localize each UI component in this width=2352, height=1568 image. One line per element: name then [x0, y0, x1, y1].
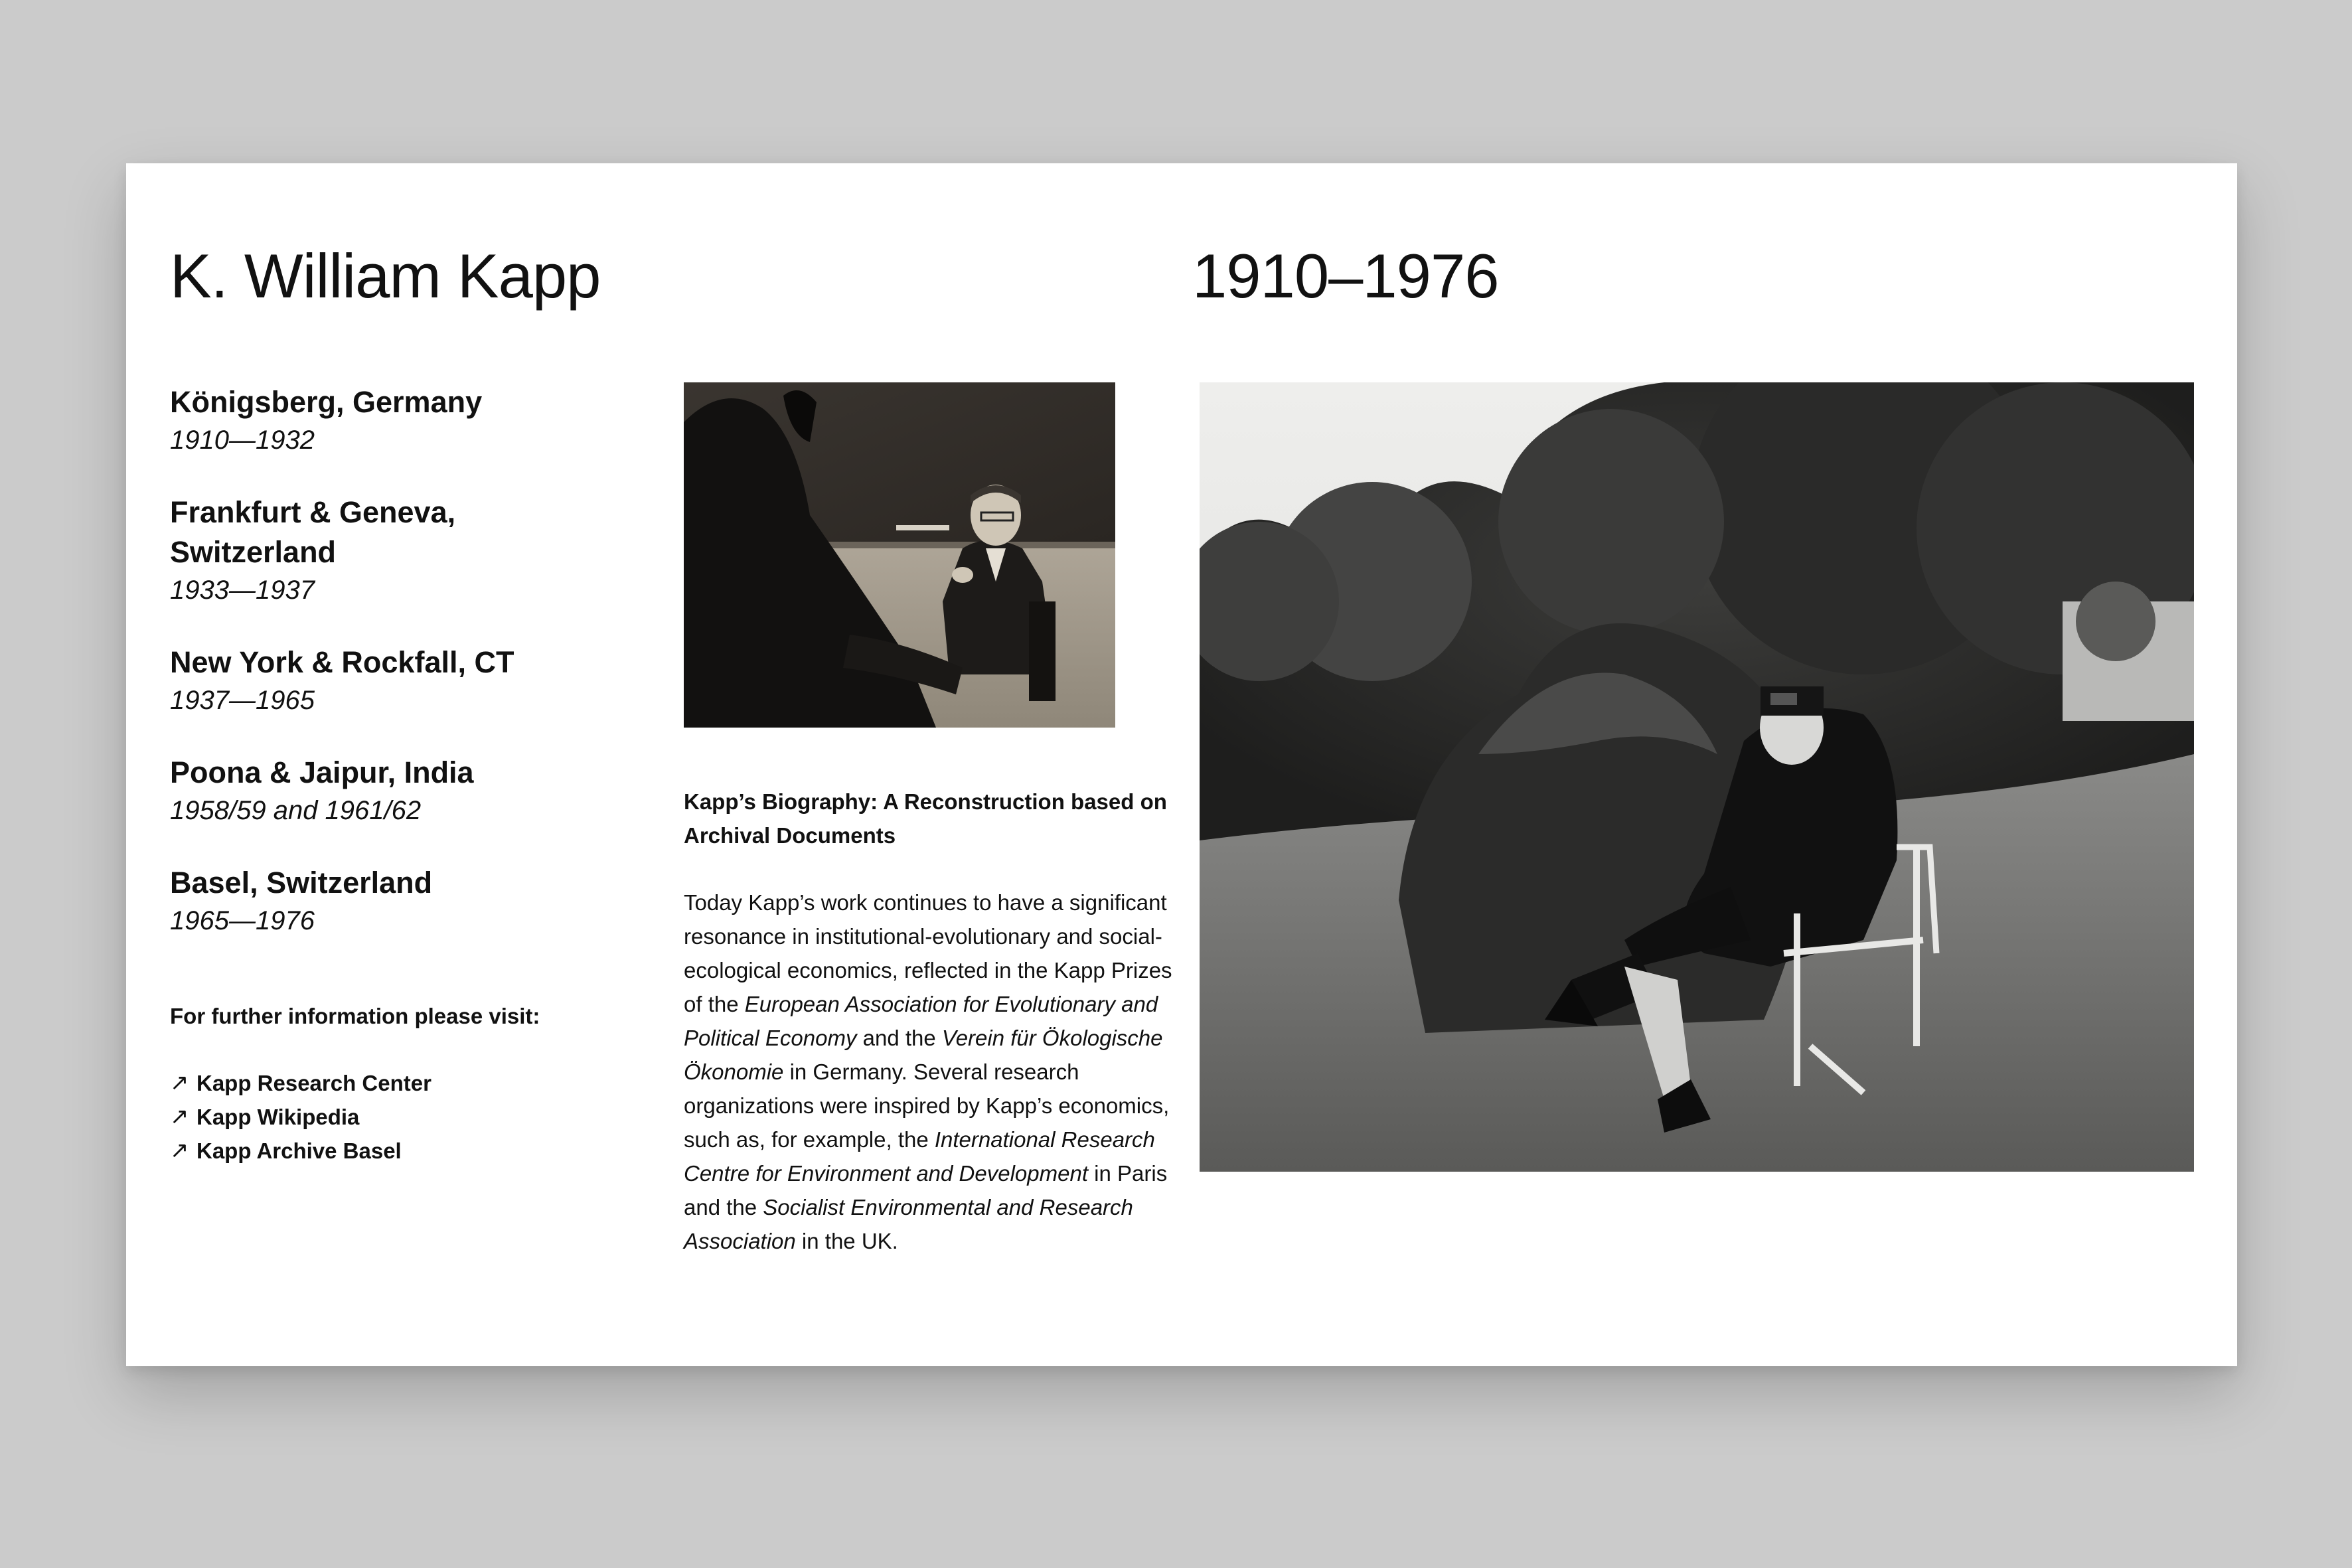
further-info-label: For further information please visit: [170, 1004, 540, 1028]
link-label[interactable]: Kapp Archive Basel [196, 1138, 402, 1163]
arrow-up-right-icon: ↗ [170, 1070, 189, 1095]
bio-italic-part: Verein für Ökologische Ökonomie [684, 1026, 1163, 1084]
page-title: K. William Kapp [170, 241, 601, 311]
lifespan-title: 1910–1976 [1192, 241, 1499, 311]
place-dates: 1937—1965 [170, 686, 315, 715]
place-item [170, 643, 648, 718]
bio-heading: Kapp’s Biography: A Reconstruction based on Archival Documents [684, 789, 1167, 848]
place-item [170, 863, 648, 939]
link-kapp-research-center[interactable] [170, 1066, 431, 1100]
place-item [170, 382, 648, 458]
bio-text-part: in the UK. [795, 1229, 898, 1253]
garden-portrait-photo [1200, 382, 2194, 1172]
bio-text-part: and the [856, 1026, 942, 1050]
place-name: New York & Rockfall, CT [170, 645, 514, 679]
place-dates: 1965—1976 [170, 906, 315, 935]
classroom-photo [684, 382, 1115, 728]
place-name: Poona & Jaipur, India [170, 755, 474, 789]
places-list [170, 382, 648, 973]
place-name: Frankfurt & Geneva, Switzerland [170, 495, 456, 569]
garden-portrait-image [1200, 382, 2194, 1172]
place-name: Basel, Switzerland [170, 866, 433, 900]
bio-text-part: in Germany. Several research organizations were inspired by Kapp’s economics, such as, for example, the [684, 1059, 1170, 1152]
place-item [170, 753, 648, 828]
arrow-up-right-icon: ↗ [170, 1104, 189, 1129]
bio-paragraph [684, 886, 1175, 1258]
place-dates: 1910—1932 [170, 426, 315, 455]
bio-italic-part: Socialist Environmental and Research Association [684, 1195, 1133, 1253]
classroom-photo-image [684, 382, 1115, 728]
place-name: Königsberg, Germany [170, 385, 483, 419]
bio-italic-part: International Research Centre for Environment and Development [684, 1127, 1155, 1186]
link-label[interactable]: Kapp Research Center [196, 1071, 431, 1095]
place-dates: 1958/59 and 1961/62 [170, 796, 422, 825]
bio-text-part: Today Kapp’s work continues to have a significant resonance in institutional-evolutionary and social-ecological economics, reflected in the Kapp Prizes of the [684, 890, 1172, 1016]
content-card [126, 163, 2237, 1366]
place-item [170, 493, 648, 608]
link-kapp-archive-basel[interactable] [170, 1134, 431, 1168]
arrow-up-right-icon: ↗ [170, 1138, 189, 1163]
external-links [170, 1066, 431, 1168]
place-dates: 1933—1937 [170, 576, 315, 605]
bio-text-part: in Paris and the [684, 1161, 1168, 1219]
bio-italic-part: European Association for Evolutionary and Political Economy [684, 992, 1158, 1050]
link-label[interactable]: Kapp Wikipedia [196, 1105, 360, 1129]
link-kapp-wikipedia[interactable] [170, 1100, 431, 1134]
